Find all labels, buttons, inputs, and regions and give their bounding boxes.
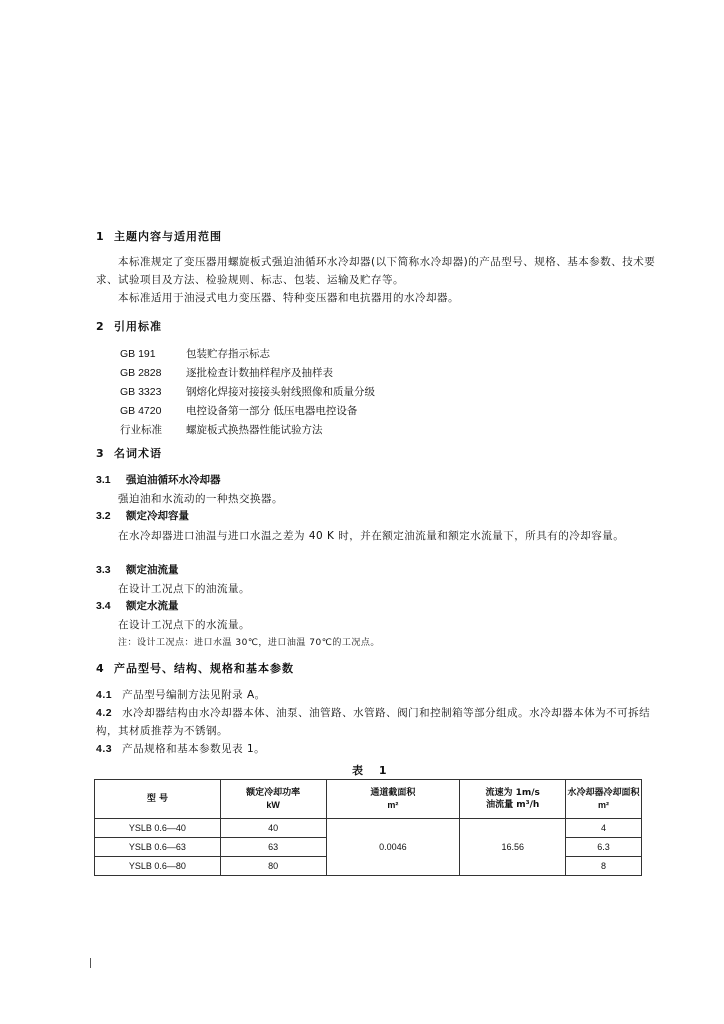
section-3-title: 名词术语 [114, 447, 162, 460]
cell-model: YSLB 0.6—40 [95, 819, 221, 838]
header-flow-line-1: 流速为 1m/s [485, 788, 540, 798]
reference-code: GB 3323 [120, 386, 162, 398]
cell-model: YSLB 0.6—80 [95, 857, 221, 876]
term-3-2-definition: 在水冷却器进口油温与进口水温之差为 40 K 时，并在额定油流量和额定水流量下，所具有的冷却容量。 [118, 530, 625, 542]
cell-cooling-area: 8 [566, 857, 642, 876]
section-3-number: 3 [96, 447, 105, 460]
clause-4-1 [96, 686, 656, 704]
reference-code: 行业标准 [120, 424, 162, 436]
term-name: 额定冷却容量 [126, 510, 189, 522]
header-flow-line-2: 油流量 m³/h [486, 800, 540, 810]
clause-number: 4.3 [96, 743, 113, 755]
term-3-2 [96, 508, 189, 523]
cell-shared-flow: 16.56 [460, 819, 566, 876]
section-1-title: 主题内容与适用范围 [114, 230, 222, 243]
cell-model: YSLB 0.6—63 [95, 838, 221, 857]
term-name: 强迫油循环水冷却器 [126, 474, 221, 486]
cell-cooling-area: 4 [566, 819, 642, 838]
design-point-note: 注：设计工况点：进口水温 30℃，进口油温 70℃的工况点。 [118, 638, 380, 648]
section-1-heading [96, 228, 222, 244]
reference-code: GB 4720 [120, 405, 162, 417]
term-3-3-definition: 在设计工况点下的油流量。 [118, 583, 250, 595]
term-name: 额定水流量 [126, 600, 179, 612]
reference-item [120, 365, 333, 380]
section-1-paragraph-1: 本标准规定了变压器用螺旋板式强迫油循环水冷却器(以下简称水冷却器)的产品型号、规格、基本参数、技术要求、试验项目及方法、检验规则、标志、包装、运输及贮存等。 [96, 256, 656, 286]
table-caption: 表 1 [352, 764, 393, 777]
header-cooling-area [566, 780, 642, 819]
reference-item [120, 403, 357, 418]
section-2-number: 2 [96, 320, 105, 333]
cell-power: 80 [220, 857, 326, 876]
header-flow [460, 780, 566, 819]
reference-title: 电控设备第一部分 低压电器电控设备 [186, 405, 358, 417]
section-1-paragraph-2: 本标准适用于油浸式电力变压器、特种变压器和电抗器用的水冷却器。 [118, 292, 459, 304]
section-2-heading [96, 318, 162, 334]
clause-number: 4.2 [96, 707, 113, 719]
header-power-unit: kW [266, 800, 280, 810]
reference-code: GB 191 [120, 348, 156, 360]
section-1-number: 1 [96, 230, 105, 243]
header-power [220, 780, 326, 819]
header-area [326, 780, 460, 819]
header-cooling-area-label: 水冷却器冷却面积 [567, 788, 640, 798]
term-3-1 [96, 472, 221, 487]
term-3-3 [96, 562, 179, 577]
term-3-4 [96, 598, 179, 613]
header-model: 型 号 [95, 780, 221, 819]
section-4-title: 产品型号、结构、规格和基本参数 [114, 662, 294, 675]
term-3-4-definition: 在设计工况点下的水流量。 [118, 619, 250, 631]
cell-shared-area: 0.0046 [326, 819, 460, 876]
reference-title: 逐批检查计数抽样程序及抽样表 [186, 367, 333, 379]
term-number: 3.4 [96, 600, 111, 612]
header-area-label: 通道截面积 [370, 788, 416, 798]
reference-item [120, 384, 375, 399]
header-area-unit: m² [387, 800, 399, 810]
reference-title: 包装贮存指示标志 [186, 348, 270, 360]
table-header-row [95, 780, 642, 819]
section-3-heading [96, 445, 162, 461]
term-3-1-definition: 强迫油和水流动的一种热交换器。 [118, 493, 283, 505]
reference-item [120, 346, 270, 361]
spec-table [94, 779, 642, 876]
term-number: 3.3 [96, 564, 111, 576]
reference-code: GB 2828 [120, 367, 162, 379]
cell-cooling-area: 6.3 [566, 838, 642, 857]
clause-text: 产品规格和基本参数见表 1。 [122, 743, 266, 755]
clause-text: 水冷却器结构由水冷却器本体、油泵、油管路、水管路、阀门和控制箱等部分组成。水冷却器本体为不可拆结构，其材质推荐为不锈钢。 [96, 707, 651, 737]
reference-title: 钢熔化焊接对接接头射线照像和质量分级 [186, 386, 375, 398]
header-cooling-area-unit: m² [598, 800, 610, 810]
clause-text: 产品型号编制方法见附录 A。 [122, 689, 266, 701]
margin-mark [90, 958, 91, 968]
reference-item [120, 422, 323, 437]
section-4-number: 4 [96, 662, 105, 675]
cell-power: 40 [220, 819, 326, 838]
term-name: 额定油流量 [126, 564, 179, 576]
section-2-title: 引用标准 [114, 320, 162, 333]
section-4-heading [96, 660, 294, 676]
clause-4-2 [96, 704, 656, 740]
cell-power: 63 [220, 838, 326, 857]
term-number: 3.1 [96, 474, 111, 486]
header-power-label: 额定冷却功率 [246, 788, 301, 798]
clause-number: 4.1 [96, 689, 113, 701]
clause-4-3 [96, 740, 656, 758]
term-number: 3.2 [96, 510, 111, 522]
table-row [95, 819, 642, 838]
reference-title: 螺旋板式换热器性能试验方法 [186, 424, 323, 436]
